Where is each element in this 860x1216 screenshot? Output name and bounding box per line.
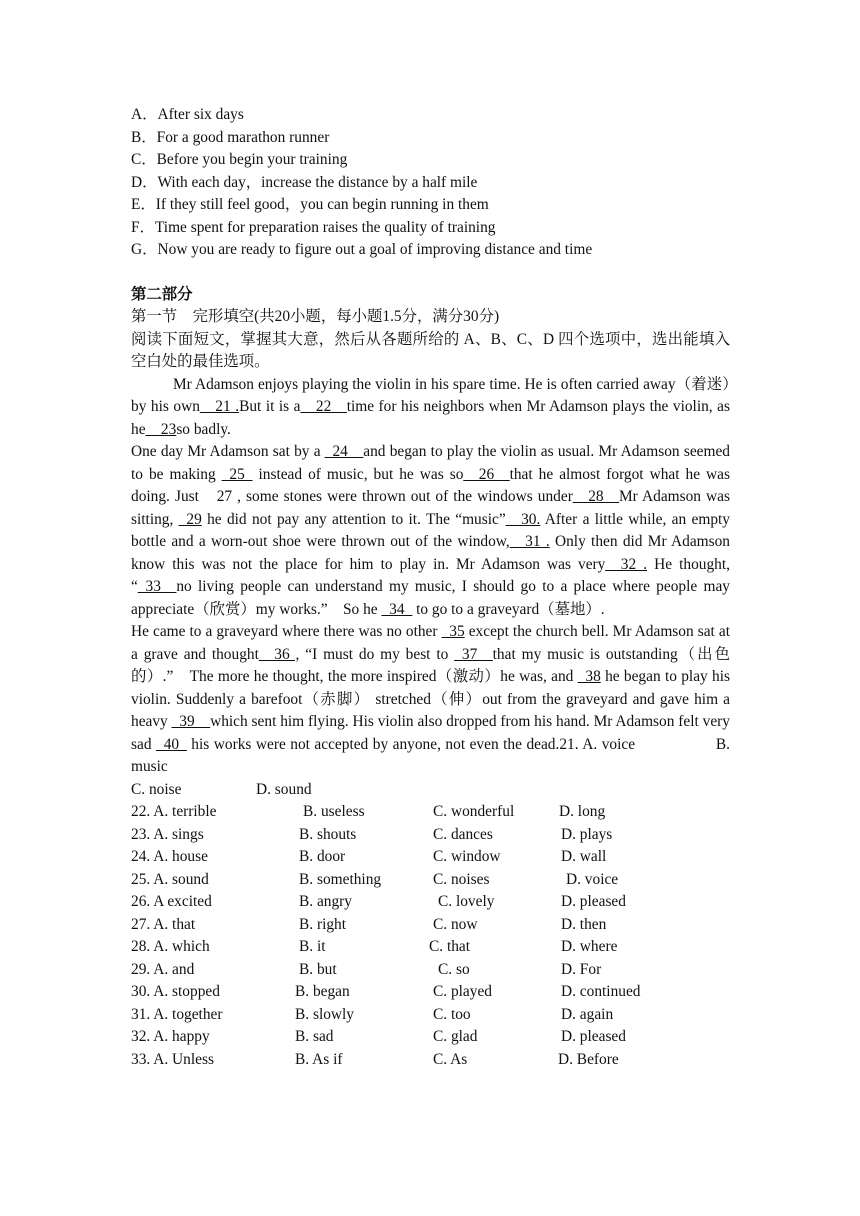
question-choice-b: B. began [295, 983, 350, 1000]
question-list [131, 801, 730, 1071]
passage-paragraph-2 [131, 441, 730, 621]
question-row [131, 891, 730, 914]
blank-36: __36 , [258, 645, 300, 663]
blank-30: __30. [505, 510, 541, 528]
passage-text: After a little while, an empty bottle and a worn-out shoe were thrown out of the window, [131, 510, 730, 550]
question-row [131, 801, 730, 824]
question-row [131, 846, 730, 869]
blank-40: _40_ [156, 735, 187, 753]
passage-text: But it is a [239, 398, 301, 415]
option-d: D．With each day，increase the distance by a half mile [131, 173, 478, 191]
blank-31: __31 . [509, 533, 550, 550]
question-choice-a: 27. A. that [131, 915, 196, 933]
question-row [131, 959, 730, 982]
question-choice-a: 25. A. sound [131, 870, 209, 888]
question-choice-a: 24. A. house [131, 848, 208, 865]
passage-text: Mr Adamson enjoys playing the violin in his spare time. He is often carried away（着迷）by his own [131, 375, 730, 415]
question-choice-b: B. useless [303, 803, 365, 820]
option-b: B．For a good marathon runner [131, 128, 330, 146]
question-choice-b: B. As if [295, 1050, 343, 1068]
blank-24: _24__ [324, 443, 364, 460]
question-choice-c: C. glad [433, 1028, 478, 1045]
question-choice-a: 33. A. Unless [131, 1050, 214, 1068]
blank-35: _35 [441, 623, 465, 640]
passage-text: no living people can understand my music, I should go to a place where people may appreciate（欣赏）my works.” So he [131, 578, 730, 618]
blank-38: _38 [577, 668, 601, 685]
question-row [131, 936, 730, 959]
section-subtitle: 第一节 完形填空(共20小题，每小题1.5分，满分30分) [131, 308, 500, 325]
blank-33: _33__ [137, 578, 177, 595]
question-choice-d: D. pleased [561, 1028, 626, 1045]
passage-text: he began to play his violin. Suddenly a barefoot（赤脚） stretched（伸）out from the graveyard and gave him a heavy [131, 668, 730, 730]
question-choice-c: C. lovely [438, 893, 495, 910]
question-row [131, 824, 730, 847]
blank-25: _25_ [221, 465, 253, 483]
blank-21: __21 . [199, 398, 240, 415]
blank-39: _39__ [171, 713, 211, 730]
question-choice-d: D. wall [561, 848, 607, 865]
question-choice-d: D. where [561, 938, 618, 955]
question-choice-c: C. dances [433, 825, 493, 843]
question-choice-b: B. sad [295, 1028, 334, 1045]
question-choice-c: C. window [433, 848, 501, 865]
blank-37: _37__ [454, 645, 493, 663]
question-choice-b: B. angry [299, 893, 353, 910]
question-choice-c: C. now [433, 915, 478, 933]
passage-paragraph-3 [131, 621, 730, 779]
question-row [131, 914, 730, 937]
question-choice-a: 28. A. which [131, 938, 210, 955]
passage-text: his works were not accepted by anyone, not even the dead.21. A. voice B. music [131, 735, 730, 775]
question-choice-a: 31. A. together [131, 1005, 223, 1023]
question-choice-d: D. For [561, 960, 602, 978]
passage-text: One day Mr Adamson sat by a [131, 443, 325, 460]
passage-paragraph-1 [131, 374, 730, 442]
passage-text: he did not pay any attention to it. The “music” [201, 510, 506, 528]
question-row [131, 1004, 730, 1027]
blank-34: _34_ [381, 600, 413, 618]
question-choice-c: C. As [433, 1050, 468, 1068]
passage-text: and began to play the violin as usual. Mr Adamson seemed to be making [131, 443, 730, 483]
passage-text: that he almost forgot what he was doing. Just 27 , some stones were thrown out of the windows under [131, 465, 730, 505]
question-choice-d: D. Before [558, 1050, 619, 1068]
passage-text: Mr Adamson was sitting, [131, 488, 730, 528]
question-choice-a: 22. A. terrible [131, 803, 217, 820]
question-choice-a: 29. A. and [131, 960, 195, 978]
question-choice-c: C. that [429, 938, 471, 955]
section-instructions: 阅读下面短文，掌握其大意，然后从各题所给的 A、B、C、D 四个选项中，选出能填入空白处的最佳选项。 [131, 330, 730, 370]
question-choice-d: D. long [559, 803, 606, 820]
choice-c: C. noise [131, 780, 182, 798]
sentence-options [131, 104, 730, 262]
question-choice-d: D. then [561, 915, 607, 933]
blank-32: __32 . [605, 555, 648, 573]
passage-text: He came to a graveyard where there was no other [131, 623, 442, 640]
question-row [131, 1026, 730, 1049]
question-choice-b: B. right [299, 915, 347, 933]
question-choice-d: D. again [561, 1005, 614, 1023]
blank-23: __23 [145, 420, 177, 438]
question-choice-d: D. continued [561, 983, 641, 1000]
question-row [131, 869, 730, 892]
question-choice-b: B. door [299, 848, 346, 865]
option-g: G．Now you are ready to figure out a goal of improving distance and time [131, 241, 593, 258]
question-choice-a: 23. A. sings [131, 825, 204, 843]
choice-d: D. sound [256, 780, 312, 798]
option-a: A．After six days [131, 106, 244, 123]
passage-text: He thought, “ [131, 555, 730, 595]
section-title: 第二部分 [131, 285, 193, 303]
passage-text: time for his neighbors when Mr Adamson plays the violin, as he [131, 398, 730, 438]
passage-text: Only then did Mr Adamson know this was not the place for him to play in. Mr Adamson was very [131, 533, 731, 573]
option-f: F．Time spent for preparation raises the quality of training [131, 218, 496, 236]
question-choice-c: C. too [433, 1005, 471, 1023]
question-choice-c: C. so [438, 960, 470, 978]
passage-text: to go to a graveyard（墓地）. [412, 600, 605, 618]
blank-26: __26__ [463, 465, 510, 483]
question-choice-d: D. voice [566, 870, 619, 888]
question-row [131, 981, 730, 1004]
question-choice-c: C. wonderful [433, 803, 515, 820]
option-e: E．If they still feel good，you can begin running in them [131, 196, 489, 213]
option-c: C．Before you begin your training [131, 151, 348, 168]
question-choice-c: C. noises [433, 870, 490, 888]
passage-text: so badly. [176, 420, 231, 438]
question-choice-b: B. it [299, 938, 326, 955]
passage-text: that my music is outstanding（出色的）.” The more he thought, the more inspired（激动）he was, and [131, 645, 730, 685]
question-choice-b: B. but [299, 960, 337, 978]
passage-text: which sent him flying. His violin also dropped from his hand. Mr Adamson felt very sad [131, 713, 730, 753]
question-21-continued [131, 779, 730, 802]
document-page [131, 104, 730, 1071]
blank-28: __28__ [572, 488, 619, 505]
question-choice-a: 26. A excited [131, 893, 212, 910]
question-choice-a: 32. A. happy [131, 1028, 210, 1045]
passage-text: except the church bell. Mr Adamson sat at a grave and thought [131, 623, 730, 663]
question-choice-a: 30. A. stopped [131, 983, 220, 1000]
passage-text: instead of music, but he was so [252, 465, 464, 483]
question-choice-b: B. slowly [295, 1005, 355, 1023]
question-choice-d: D. plays [561, 825, 613, 843]
blank-29: _29 [178, 510, 202, 528]
question-row [131, 1049, 730, 1072]
blank-22: __22__ [300, 398, 347, 415]
question-choice-c: C. played [433, 983, 492, 1000]
question-choice-b: B. something [299, 870, 382, 888]
question-choice-d: D. pleased [561, 893, 626, 910]
passage-text: “I must do my best to [299, 645, 455, 663]
question-choice-b: B. shouts [299, 825, 357, 843]
